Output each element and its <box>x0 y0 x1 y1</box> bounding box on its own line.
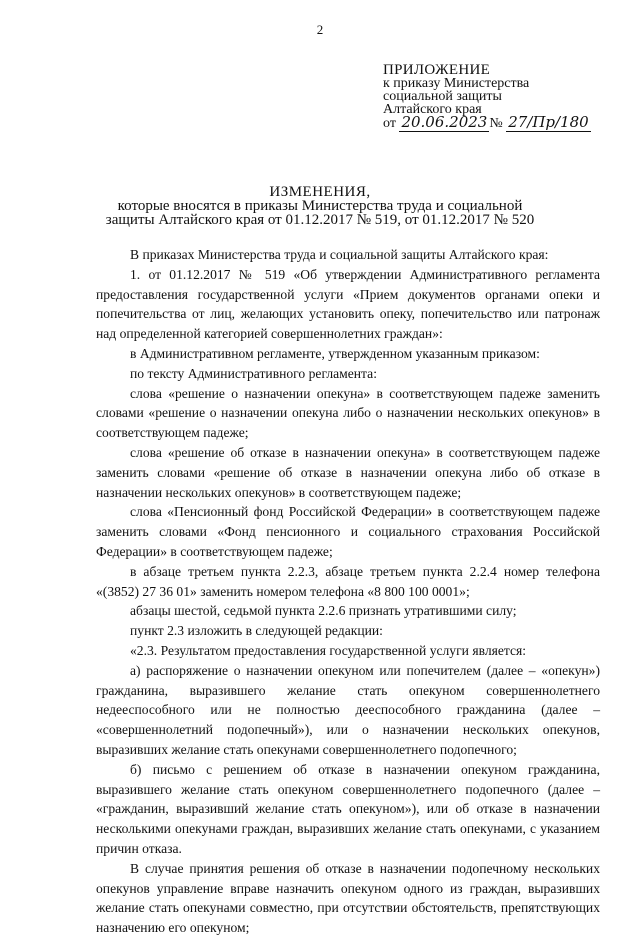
paragraph: слова «Пенсионный фонд Российской Федерации» в соответствующем падеже заменить словами «Фонд пенсионного и социального страхования Российской Федерации» в соответствующем падеже; <box>96 504 600 559</box>
appendix-line-3: Алтайского края <box>383 102 482 117</box>
paragraph: в Административном регламенте, утвержденном указанным приказом: <box>130 345 540 361</box>
number-label: № <box>489 116 503 131</box>
heading-line-2: которые вносятся в приказы Министерства труда и социальной <box>117 198 523 214</box>
appendix-title: ПРИЛОЖЕНИЕ <box>383 62 491 78</box>
document-heading <box>0 185 640 227</box>
paragraph: слова «решение об отказе в назначении опекуна» в соответствующем падеже заменить словами «решение об отказе в назначении опекуна либо об отказе в назначении нескольких опекунов» в соответствующем падеже; <box>96 444 600 500</box>
paragraph: по тексту Административного регламента: <box>130 365 377 381</box>
page-number: 2 <box>316 22 324 37</box>
paragraph: б) письмо с решением об отказе в назначении опекуном гражданина, выразившего желание стать опекуном совершеннолетнего подопечного (далее – «гражданин, выразивший желание стать опекуном»), или об отказе в назначении несколькими опекунами граждан, выразивших желание стать опекунами, с указанием причин отказа. <box>96 761 600 856</box>
paragraph: в абзаце третьем пункта 2.2.3, абзаце третьем пункта 2.2.4 номер телефона «(3852) 27 36 01» заменить номером телефона «8 800 100 0001»; <box>96 563 600 599</box>
paragraph: 1. от 01.12.2017 № 519 «Об утверждении Административного регламента предоставления государственной услуги «Прием документов органами опеки и попечительства от лиц, желающих установить опеку, попечительство или патронаж над определенной категорией совершеннолетних граждан»: <box>96 266 600 342</box>
paragraph: «2.3. Результатом предоставления государственной услуги является: <box>130 642 527 658</box>
appendix-line-2: социальной защиты <box>383 89 502 104</box>
appendix-block <box>383 64 623 130</box>
from-label: от <box>383 116 396 131</box>
paragraph: пункт 2.3 изложить в следующей редакции: <box>130 623 383 639</box>
paragraph: В случае принятия решения об отказе в назначении подопечному нескольких опекунов управление вправе назначить опекуном одного из граждан, выразивших желание стать опекунами совместно, при отсутствии обстоятельств, препятствующих назначению его опекуном; <box>96 860 600 936</box>
document-body <box>96 245 600 938</box>
heading-title: ИЗМЕНЕНИЯ, <box>269 184 371 200</box>
appendix-date-line <box>383 113 623 131</box>
paragraph: В приказах Министерства труда и социальной защиты Алтайского края: <box>130 247 549 262</box>
paragraph: а) распоряжение о назначении опекуном или попечителем (далее – «опекун») гражданина, выразившего желание стать опекуном совершеннолетнего недееспособного или не полностью дееспособного гражданина (далее – «совершеннолетний подопечный»), или о назначении нескольких опекунов, выразивших желание стать опекунами совершеннолетнего подопечного; <box>96 662 600 757</box>
handwritten-number: 27/Пр/180 <box>508 113 589 131</box>
handwritten-date: 20.06.2023 <box>401 113 488 131</box>
appendix-line-1: к приказу Министерства <box>383 76 530 91</box>
heading-line-3: защиты Алтайского края от 01.12.2017 № 519, от 01.12.2017 № 520 <box>105 212 535 228</box>
paragraph: слова «решение о назначении опекуна» в соответствующем падеже заменить словами «решение о назначении опекуна либо о назначении нескольких опекунов» в соответствующем падеже; <box>96 385 600 441</box>
paragraph: абзацы шестой, седьмой пункта 2.2.6 признать утратившими силу; <box>130 603 517 619</box>
